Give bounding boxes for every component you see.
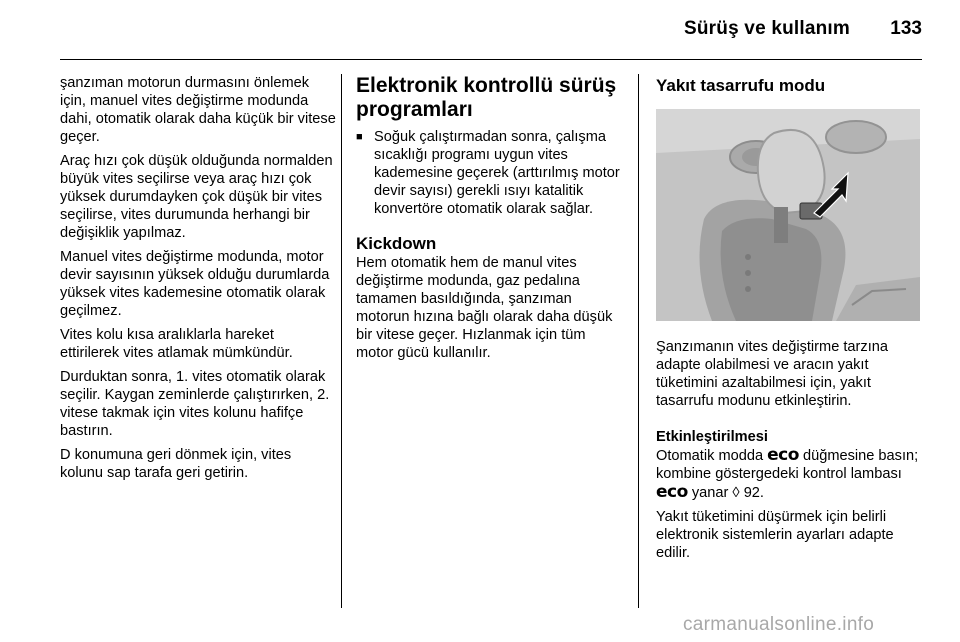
kickdown-paragraph: Hem otomatik hem de manul vites değiştirme modunda, gaz pedalına tamamen basıldığında, şanzıman motorun hızına bağlı olarak daha düşük bir vitese geçer. Hızlanmak için tüm motor gücü kullanılır. [356,255,613,361]
gear-shifter-photo [656,109,920,321]
paragraph: şanzıman motorun durmasını önlemek için, manuel vites değiştirme modunda dahi, otomatik olarak daha küçük bir vitese geçer. [60,75,336,145]
eco-intro-paragraph: Şanzımanın vites değiştirme tarzına adapte olabilmesi ve aracın yakıt tüketimini azaltabilmesi için, yakıt tasarrufu modunu etkinleştirin. [656,339,888,409]
bullet-item [356,128,626,218]
column-left [60,74,336,488]
eco-button-icon: eco [767,445,799,465]
gear-shifter-illustration [656,109,920,321]
page-reference-icon: ◊ [732,485,740,501]
activation-text: yanar [687,485,733,501]
closing-paragraph: Yakıt tüketimini düşürmek için belirli elektronik sistemlerin ayarları adapte edilir. [656,509,894,561]
column-divider-2 [638,74,639,608]
page-number: 133 [890,18,922,39]
paragraph: Manuel vites değiştirme modunda, motor devir sayısının yüksek olduğu durumlarda yüksek vites kademesine otomatik olarak geçilmez. [60,249,330,319]
gear-d-symbol: D [60,447,71,463]
paragraph: Durduktan sonra, 1. vites otomatik olarak seçilir. Kaygan zeminlerde çalıştırırken, 2. vitese takmak için vites kolunu hafifçe bastırın. [60,369,330,439]
section-title: Sürüş ve kullanım [683,18,850,39]
heading-eco-mode: Yakıt tasarrufu modu [656,76,826,95]
bullet-text: Soğuk çalıştırmadan sonra, çalışma sıcaklığı programı uygun vites kademesine geçerek (arttırılmış motor devir sayısı) gerekli ısıyı katalitik konvertöre otomatik olarak sağlar. [374,129,620,217]
column-right [656,74,926,568]
page-reference: 92. [739,485,764,501]
paragraph: Vites kolu kısa aralıklarla hareket ettirilerek vites atlamak mümkündür. [60,327,293,361]
watermark: carmanualsonline.info [683,614,875,635]
header-divider [60,59,922,60]
activation-paragraph [656,446,926,502]
bullet-square-icon: ■ [356,131,363,143]
paragraph-text: konumuna geri dönmek için, vites kolunu sap tarafa geri getirin. [60,447,292,481]
paragraph [60,446,336,482]
column-divider-1 [341,74,342,608]
paragraph: Araç hızı çok düşük olduğunda normalden büyük vites seçilirse veya araç hızı çok yüksek durumdayken çok düşük bir vites seçilirse, vites durumunda herhangi bir değişiklik yapılmaz. [60,153,333,241]
activation-text: Otomatik modda [656,448,768,464]
eco-lamp-icon: eco [656,482,688,502]
heading-electronic-programs: Elektronik kontrollü sürüş programları [356,74,617,121]
column-middle [356,74,626,368]
heading-activation: Etkinleştirilmesi [656,429,768,445]
activation-text: düğmesine basın; kombine göstergedeki kontrol lambası [656,448,919,482]
heading-kickdown: Kickdown [356,234,437,253]
